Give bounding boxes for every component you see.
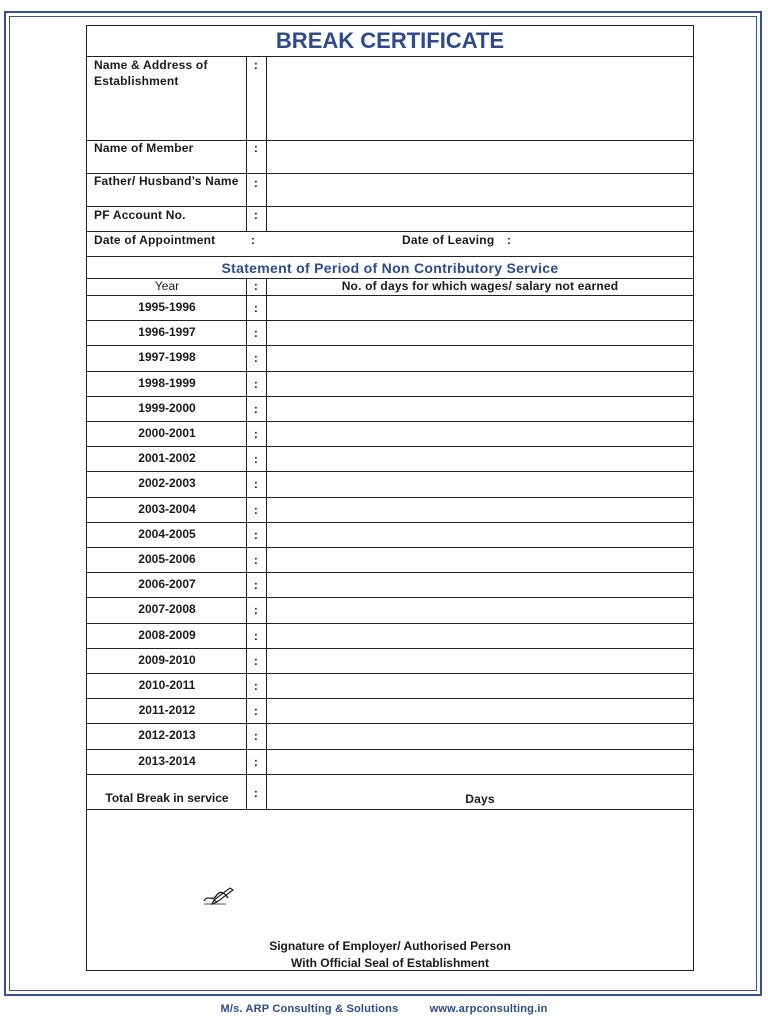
divider [87,774,693,775]
establishment-field[interactable] [268,57,693,139]
days-field[interactable] [268,624,693,647]
colon: : [253,401,259,416]
days-field[interactable] [268,674,693,697]
days-field[interactable] [268,598,693,621]
colon: : [253,704,259,719]
year-label: 2010-2011 [138,678,196,692]
year-label: 2012-2013 [138,728,196,743]
days-field[interactable] [268,346,693,369]
total-break-field[interactable] [268,776,518,808]
total-break-label: Total Break in service [105,791,229,805]
year-label: 2006-2007 [138,577,196,592]
pen-signature-icon [200,884,236,906]
colon: : [253,58,259,72]
colon: : [253,527,259,542]
year-label: 2013-2014 [138,753,196,768]
days-field[interactable] [268,321,693,344]
year-label: 2000-2001 [138,426,196,440]
column-divider [266,278,267,809]
days-field[interactable] [268,724,693,747]
table-row [87,522,693,547]
divider [87,231,693,232]
colon: : [253,351,259,366]
colon: : [253,376,259,391]
pf-account-label: PF Account No. [94,208,186,222]
year-label: 2005-2006 [138,552,196,566]
colon: : [253,679,259,693]
days-field[interactable] [268,649,693,672]
days-field[interactable] [268,422,693,445]
colon: : [253,786,259,800]
table-row [87,396,693,421]
table-row [87,295,693,320]
father-husband-label: Father/ Husband’s Name [94,174,239,188]
colon: : [253,301,259,315]
colon: : [253,208,259,222]
table-row [87,471,693,496]
days-field[interactable] [268,372,693,395]
table-row [87,547,693,572]
table-row [87,698,693,723]
colon: : [253,603,259,618]
days-field[interactable] [268,296,693,319]
member-label: Name of Member [94,141,194,155]
year-label: 1998-1999 [138,375,196,390]
establishment-label: Name & Address of [94,58,208,72]
year-label: 2002-2003 [138,476,196,491]
colon: : [253,477,259,492]
colon: : [253,729,259,744]
table-row [87,320,693,345]
table-row [87,723,693,748]
days-field[interactable] [268,447,693,470]
member-field[interactable] [268,141,693,172]
year-label: 2007-2008 [138,602,196,617]
table-row [87,446,693,471]
days-field[interactable] [268,573,693,596]
year-column-header: Year [154,279,180,293]
table-row [87,648,693,673]
year-label: 2008-2009 [138,627,196,642]
table-row [87,572,693,597]
pf-account-field[interactable] [268,207,693,230]
colon: : [253,553,259,567]
year-label: 2003-2004 [138,501,196,516]
father-husband-field[interactable] [268,174,693,205]
year-label: 2001-2002 [138,451,196,466]
days-field[interactable] [268,750,693,773]
year-label: 2011-2012 [138,703,196,718]
table-row [87,421,693,446]
colon: : [253,653,259,668]
days-field[interactable] [268,548,693,571]
table-row [87,623,693,648]
table-row [87,497,693,522]
colon: : [253,326,259,341]
days-field[interactable] [268,523,693,546]
days-column-header: No. of days for which wages/ salary not earned [341,279,619,293]
colon: : [253,628,259,643]
leaving-label: Date of Leaving [402,233,495,247]
days-field[interactable] [268,699,693,722]
divider [87,809,693,810]
footer-website[interactable]: www.arpconsulting.in [429,1003,548,1015]
year-label: 1995-1996 [138,300,196,314]
colon: : [507,233,512,247]
establishment-label-2: Establishment [94,74,179,88]
certificate-form [86,25,694,971]
footer [0,1003,768,1015]
year-label: 1999-2000 [138,400,196,415]
page-title: BREAK CERTIFICATE [275,28,505,53]
colon: : [253,452,259,467]
colon: : [253,141,259,155]
footer-company: M/s. ARP Consulting & Solutions [220,1003,399,1015]
colon: : [253,427,259,441]
days-field[interactable] [268,472,693,495]
colon: : [253,502,259,517]
column-divider [246,278,247,809]
days-label: Days [465,792,495,806]
column-divider [266,56,267,231]
appointment-label: Date of Appointment [94,233,216,247]
statement-title: Statement of Period of Non Contributory Service [221,260,559,276]
year-label: 2009-2010 [138,652,196,667]
table-row [87,749,693,774]
days-field[interactable] [268,498,693,521]
year-label: 2004-2005 [138,526,196,541]
colon: : [251,233,256,247]
colon: : [253,279,259,293]
table-row [87,371,693,396]
table-row [87,673,693,698]
colon: : [253,176,259,190]
table-row [87,345,693,370]
seal-label: With Official Seal of Establishment [291,956,489,970]
days-field[interactable] [268,397,693,420]
year-label: 1996-1997 [138,325,196,340]
colon: : [253,578,259,593]
year-label: 1997-1998 [138,350,196,365]
signature-label: Signature of Employer/ Authorised Person [269,939,511,953]
divider [87,256,693,257]
table-row [87,597,693,622]
colon: : [253,754,259,769]
